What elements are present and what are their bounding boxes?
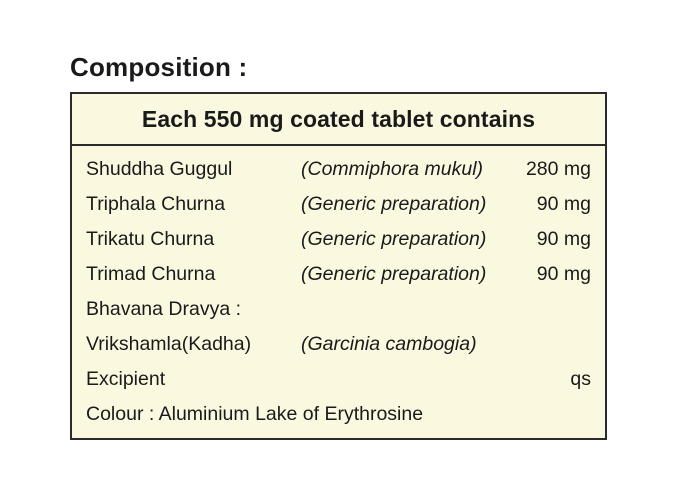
ingredient-quantity: 90 mg: [536, 263, 591, 285]
excipient-value: qs: [570, 368, 591, 390]
colour-note: Colour : Aluminium Lake of Erythrosine: [86, 403, 424, 425]
bhavana-dravya-label: Bhavana Dravya :: [86, 298, 242, 320]
ingredient-quantity: 280 mg: [525, 158, 591, 180]
ingredient-name: Vrikshamla(Kadha): [86, 333, 252, 355]
ingredient-name: Triphala Churna: [86, 193, 226, 215]
table-row: [86, 368, 591, 403]
excipient-label: Excipient: [86, 368, 166, 390]
ingredient-quantity: 90 mg: [536, 193, 591, 215]
composition-panel: [70, 92, 607, 440]
ingredient-source: (Generic preparation): [301, 193, 487, 215]
ingredient-name: Shuddha Guggul: [86, 158, 233, 180]
ingredient-name: Trikatu Churna: [86, 228, 215, 250]
panel-header-label: Each 550 mg coated tablet contains: [141, 105, 536, 132]
table-row: [86, 193, 591, 228]
table-row: [86, 158, 591, 193]
ingredient-source: (Garcinia cambogia): [301, 333, 477, 355]
page-title: Composition :: [70, 52, 248, 82]
ingredient-name: Trimad Churna: [86, 263, 216, 285]
ingredient-quantity: 90 mg: [536, 228, 591, 250]
panel-header: [72, 94, 605, 146]
ingredient-source: (Generic preparation): [301, 263, 487, 285]
table-row: [86, 333, 591, 368]
ingredient-source: (Commiphora mukul): [301, 158, 484, 180]
table-row: [86, 263, 591, 298]
table-row: [86, 228, 591, 263]
panel-body: [72, 146, 605, 438]
ingredient-source: (Generic preparation): [301, 228, 487, 250]
